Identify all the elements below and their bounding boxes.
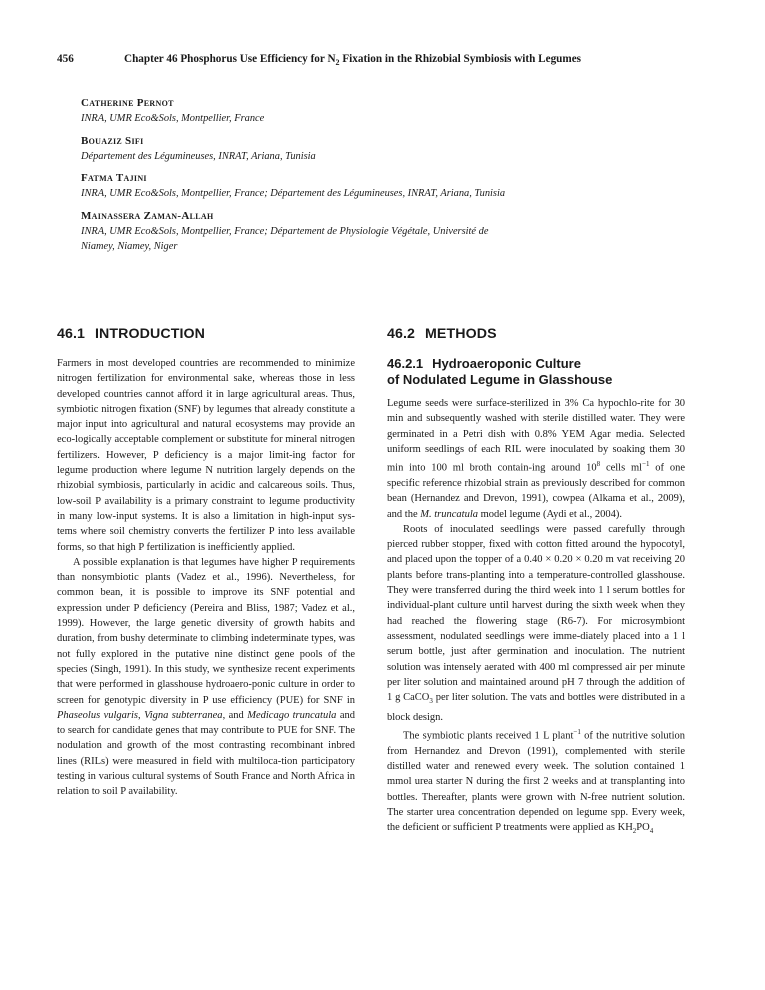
intro-paragraph-1: Farmers in most developed countries are recommended to minimize nitrogen fertilization for environmental sake, whereas those in less developed countries cannot afford it in large agricultural areas. Thus, symbiotic nitrogen fixation (SNF) by legumes that already constitute a major input into agricultural and natural ecosystems may provide an eco-logically acceptable complement or substitute for mineral nitrogen fertilizers. However, P deficiency is a major limit-ing factor for legume production where legume N nutrition largely depends on the rhizobial symbiosis, particularly in acidic and calcareous soils. Thus, low-soil P availability is a primary constraint to legume productivity in many low-input systems. It is also a limitation in high-input sys-tems where soil chemistry converts the fertilizer P into less available forms, so that high P fertilization is inefficiently applied. — [57, 358, 355, 553]
methods-paragraph-1: Legume seeds were surface-sterilized in 3% Ca hypochlo-rite for 30 min and subsequently washed with sterile distilled water. They were germinated in a Petri dish with 0.8% YEM Agar media. Selected uniform seedlings of each RIL were inoculated by soaking them 30 min into 100 ml broth contain-ing around $10^8$ cells $ml^{-1}$ of one specific reference rhizobial strain as previously described for common bean (Hernandez and Drevon, 1991), cowpea (Alkama et al., 2009), and the M. truncatula model legume (Aydi et al., 2004). — [387, 398, 685, 520]
author-affiliation: INRA, UMR Eco&Sols, Montpellier, France; Département de Physiologie Végétale, Université de Niamey, Niamey, Niger — [81, 225, 489, 252]
author-affiliation: Département des Légumineuses, INRAT, Ariana, Tunisia — [81, 150, 316, 162]
methods-paragraph-2: Roots of inoculated seedlings were passed carefully through pierced rubber stopper, fixed with cotton fitted around the hypocotyl, and placed upon the topper of a 0.40 × 0.20 × 0.20 m vat receiving 20 plants before trans-planting into a temperature-controlled glasshouse. They were transferred during the third week into 1 l serum bottles for individual-plant culture until harvest during the sixth week when they had reached the flowering stage (R6-7). For microsymbiont assessment, nodulated seedlings were imme-diately placed into a 1 l serum bottle, just after germination and inoculation. The nutrient solution was intensely aerated with 400 ml compressed air per minute per liter solution and maintained around pH 7 through the addition of 1 g CaCO$_3$ per liter solution. The vats and bottles were distributed in a block design. — [387, 523, 685, 723]
author-entry — [81, 208, 521, 255]
subsection-heading: 46.2.1 Hydroaeroponic Culture of Nodulated Legume in Glasshouse — [387, 356, 613, 387]
author-entry — [81, 95, 521, 127]
author-entry — [81, 133, 521, 165]
author-name: Bouaziz Sifi — [81, 134, 144, 147]
author-list — [81, 95, 521, 261]
author-affiliation: INRA, UMR Eco&Sols, Montpellier, France; Département des Légumineuses, INRAT, Ariana, Tunisia — [81, 188, 506, 199]
left-column — [57, 326, 355, 800]
introduction-heading: 46.1 INTRODUCTION — [57, 326, 205, 342]
chapter-title: Chapter 46 Phosphorus Use Efficiency for $N_2$ Fixation in the Rhizobial Symbiosis with Legumes — [124, 53, 582, 68]
author-name: Mainassera Zaman-Allah — [81, 209, 214, 222]
right-column — [387, 326, 685, 840]
author-name: Fatma Tajini — [81, 172, 147, 184]
intro-paragraph-2: A possible explanation is that legumes have higher P requirements than nonsymbiotic plants (Vadez et al., 1996). Nevertheless, for common bean, it is possible to improve its SNF potential and expression under P deficiency (Pereira and Bliss, 1987; Vadez et al., 1999). However, the large genetic diversity of growth habits and duration, from bushy determinate to climbing indeterminate types, was not fully explored in the putative nine distinct gene pools of the species (Singh, 1991). In this study, we synthesize recent experiments that were performed in glasshouse hydroaero-ponic culture in order to screen for genotypic diversity in P use efficiency (PUE) for SNF in Phaseolus vulgaris, Vigna subterranea, and Medicago truncatula and to search for candidate genes that may contribute to PUE for SNF. The nodulation and growth of the most contrasting recombinant inbred lines (RILs) were measured in field with multiloca-tion participatory testing in various cultural systems of South France and North Africa in relation to soil P availability. — [57, 556, 356, 798]
methods-heading: 46.2 METHODS — [387, 326, 497, 342]
author-affiliation: INRA, UMR Eco&Sols, Montpellier, France — [81, 113, 265, 124]
page-number: 456 — [57, 53, 74, 65]
methods-paragraph-3: The symbiotic plants received 1 L plant$^{-1}$ of the nutritive solution from Hernandez and Drevon (1991), complemented with sterile distilled water and renewed every week. The solution contained 1 mmol urea starter N during the first 2 weeks and at transplanting into bottles. Thereafter, plants were grown with N-free nutrient solution. The starter urea concentration depended on legume spp. Every week, the deficient or sufficient P treatments were applied as $KH_2PO_4$ — [387, 727, 685, 836]
author-name: Catherine Pernot — [81, 97, 174, 109]
author-entry — [81, 170, 521, 202]
